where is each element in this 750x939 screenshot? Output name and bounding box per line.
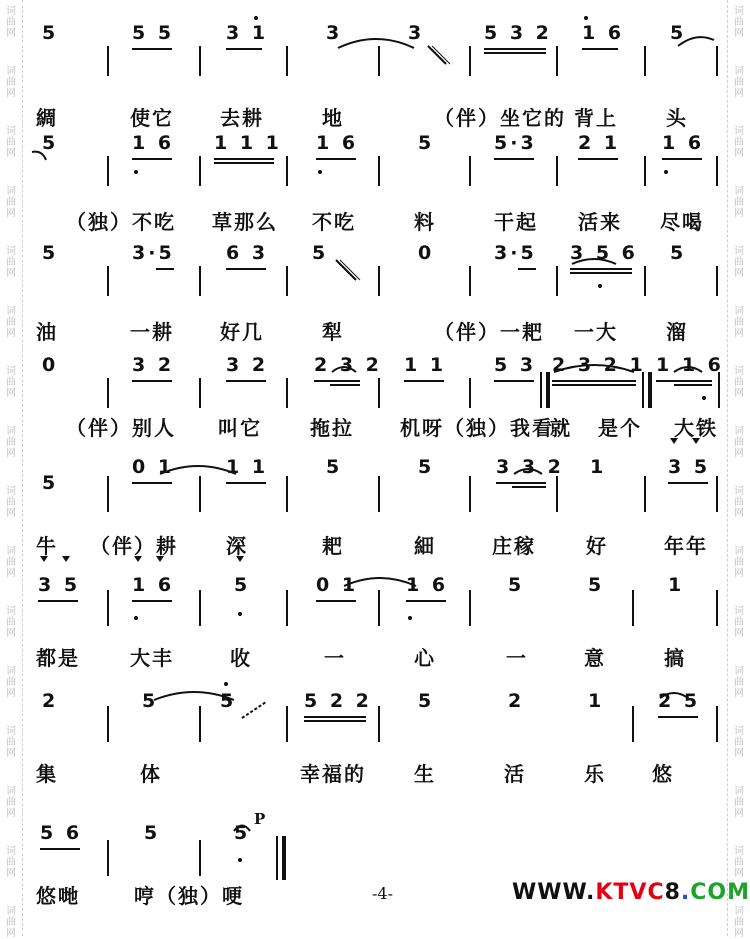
lyric-text: 綢: [36, 106, 58, 130]
tie-arc: [330, 362, 360, 374]
lyric-text: 拖拉: [310, 416, 354, 440]
glissando-mark: [334, 258, 360, 284]
lyric-text: 料: [414, 210, 436, 234]
bar-line: [286, 266, 288, 296]
watermark-text: 词 曲 网: [734, 606, 744, 639]
lyric-text: 細: [414, 534, 436, 558]
bar-line: [286, 378, 288, 408]
lyric-text: 一大: [574, 320, 618, 344]
score-row-6: 3 5 1 6 5 0 1 1 6 5 5 1 都是 大丰 收 一 心 一 意 搞: [22, 568, 728, 678]
bar-line: [469, 476, 471, 512]
lyric-text: （伴）别人: [66, 416, 176, 440]
score-row-2: 5 1 6 1 1 1 1 6 5 5·3 2 1 1 6 （独）不吃 草那么 不吃 料 干起 活来 尽喝: [22, 110, 728, 220]
watermark-text: 词 曲 网: [734, 246, 744, 279]
site-url-segment: .: [680, 880, 691, 905]
bar-line: [716, 706, 718, 742]
tie-arc: [512, 464, 546, 476]
bar-line: [644, 476, 646, 512]
score-row-3: 5 3·5 6 3 5 0 3·5 3 5 6 5 油 一耕 好几 犁 （伴）一耙 一大 溜: [22, 220, 728, 330]
watermark-text: 词 曲 网: [6, 906, 16, 939]
bar-line: [107, 156, 109, 186]
lyric-text: 悠哋: [36, 884, 80, 908]
bar-line: [107, 840, 109, 876]
right-watermark-strip: [727, 0, 750, 939]
watermark-text: 词 曲 网: [734, 186, 744, 219]
watermark-text: 词 曲 网: [734, 306, 744, 339]
lyric-text: 就: [550, 416, 572, 440]
watermark-text: 词 曲 网: [6, 6, 16, 39]
lyric-text: 叫它: [218, 416, 262, 440]
bar-line: [556, 46, 558, 76]
lyric-text: 一: [506, 646, 528, 670]
watermark-text: 词 曲 网: [6, 546, 16, 579]
lyric-text: 一耕: [130, 320, 174, 344]
bar-line: [199, 840, 201, 876]
lyric-text: 大铁: [674, 416, 718, 440]
page-number: -4-: [372, 884, 393, 903]
bar-line: [716, 46, 718, 76]
lyric-text: 活来: [578, 210, 622, 234]
bar-line: [378, 378, 380, 408]
lyric-text: 乐: [584, 762, 606, 786]
lyric-text: 集: [36, 762, 58, 786]
tie-arc: [570, 254, 620, 266]
bar-line: [286, 46, 288, 76]
watermark-text: 词 曲 网: [734, 126, 744, 159]
bar-line: [469, 378, 471, 408]
watermark-text: 词 曲 网: [734, 66, 744, 99]
lyric-text: 庄稼: [492, 534, 536, 558]
bar-line: [286, 706, 288, 742]
lyric-text: （独）不吃: [66, 210, 176, 234]
lyric-text: 好: [586, 534, 608, 558]
lyric-text: 地: [322, 106, 344, 130]
bar-line: [199, 46, 201, 76]
bar-line: [378, 46, 380, 76]
dynamic-mark: P: [254, 810, 266, 828]
tie-arc: [336, 36, 416, 50]
bar-line: [199, 590, 201, 626]
site-url-segment: WWW.: [512, 880, 596, 905]
double-bar-line: [642, 372, 652, 408]
bar-line: [378, 156, 380, 186]
lyric-text: 去耕: [220, 106, 264, 130]
watermark-text: 词 曲 网: [6, 846, 16, 879]
lyric-text: 机呀（独）我看: [400, 416, 554, 440]
bar-line: [286, 156, 288, 186]
lyric-text: 哼（独）哽: [134, 884, 244, 908]
bar-line: [199, 706, 201, 742]
watermark-text: 词 曲 网: [734, 546, 744, 579]
tie-arc: [658, 688, 692, 700]
bar-line: [107, 590, 109, 626]
bar-line: [556, 266, 558, 296]
lyric-text: 使它: [130, 106, 174, 130]
lyric-text: 头: [666, 106, 688, 130]
site-url: [512, 880, 750, 905]
lyric-text: 收: [230, 646, 252, 670]
lyric-text: 搞: [664, 646, 686, 670]
bar-line: [556, 156, 558, 186]
score-row-4: 0 3 2 3 2 2 3 2 1 1 5 3 2 3 2 1 1 1 6 （伴）别人 叫它 拖拉 机呀（独）我看 就 是个 大铁: [42, 354, 724, 440]
tie-arc: [30, 148, 48, 162]
tie-arc: [676, 34, 716, 48]
double-bar-line: [540, 372, 550, 408]
glissando-mark: [240, 700, 268, 720]
bar-line: [469, 46, 471, 76]
lyric-text: 深: [226, 534, 248, 558]
watermark-text: 词 曲 网: [6, 66, 16, 99]
lyric-text: 干起: [494, 210, 538, 234]
lyric-text: 犁: [322, 320, 344, 344]
lyric-text: 活: [504, 762, 526, 786]
watermark-text: 词 曲 网: [6, 186, 16, 219]
watermark-text: 词 曲 网: [6, 306, 16, 339]
lyric-text: 溜: [666, 320, 688, 344]
site-url-segment: COM: [690, 880, 750, 905]
watermark-text: 词 曲 网: [6, 486, 16, 519]
bar-line: [469, 156, 471, 186]
score-row-5: 5 0 1 1 1 5 5 3 3 2 1 3 5 牛 （伴）耕 深 耙 細 庄稼 好 年年: [22, 450, 728, 560]
watermark-text: 词 曲 网: [6, 246, 16, 279]
watermark-text: 词 曲 网: [734, 486, 744, 519]
bar-line: [107, 46, 109, 76]
lyric-text: 不吃: [312, 210, 356, 234]
bar-line: [378, 706, 380, 742]
tie-arc: [672, 362, 706, 374]
bar-line: [716, 156, 718, 186]
lyric-text: 悠: [652, 762, 674, 786]
lyric-text: 大丰: [130, 646, 174, 670]
bar-line: [107, 476, 109, 512]
bar-line: [718, 372, 720, 408]
bar-line: [286, 590, 288, 626]
lyric-text: 生: [414, 762, 436, 786]
score-row-1: 5 5 5 3 1 3 3 5 3 2 1 6 5 綢 使它 去耕 地 （伴）坐它的 背上 头: [22, 0, 728, 110]
score-row-8: 5 6 5 5 P 悠哋 哼（独）哽: [22, 816, 728, 926]
lyric-text: （伴）坐它的: [434, 106, 566, 130]
watermark-text: 词 曲 网: [734, 846, 744, 879]
watermark-text: 词 曲 网: [734, 6, 744, 39]
score-row-7: 2 5 5 5 2 2 5 2 1 2 5 集 体 幸福的 生 活 乐 悠: [22, 684, 728, 794]
site-url-segment: KTVC: [595, 880, 665, 905]
watermark-text: 词 曲 网: [6, 726, 16, 759]
bar-line: [716, 590, 718, 626]
lyric-text: 草那么: [212, 210, 278, 234]
lyric-text: 幸福的: [300, 762, 366, 786]
bar-line: [378, 266, 380, 296]
lyric-text: 都是: [36, 646, 80, 670]
glissando-mark: [426, 44, 450, 68]
bar-line: [378, 476, 380, 512]
watermark-text: 词 曲 网: [6, 366, 16, 399]
lyric-text: 是个: [598, 416, 642, 440]
lyric-text: 油: [36, 320, 58, 344]
lyric-text: 牛: [36, 534, 58, 558]
bar-line: [716, 266, 718, 296]
bar-line: [716, 476, 718, 512]
watermark-text: 词 曲 网: [734, 726, 744, 759]
site-url-segment: 8: [664, 880, 681, 905]
lyric-text: 一: [324, 646, 346, 670]
bar-line: [632, 590, 634, 626]
bar-line: [644, 156, 646, 186]
bar-line: [469, 266, 471, 296]
lyric-text: （伴）一耙: [434, 320, 544, 344]
watermark-text: 词 曲 网: [6, 666, 16, 699]
bar-line: [107, 706, 109, 742]
watermark-text: 词 曲 网: [734, 426, 744, 459]
bar-line: [469, 590, 471, 626]
lyric-text: （伴）耕: [90, 534, 178, 558]
bar-line: [286, 476, 288, 512]
bar-line: [378, 590, 380, 626]
bar-line: [644, 46, 646, 76]
final-bar-line: [276, 836, 286, 880]
watermark-text: 词 曲 网: [6, 426, 16, 459]
watermark-text: 词 曲 网: [734, 906, 744, 939]
lyric-text: 心: [414, 646, 436, 670]
watermark-text: 词 曲 网: [6, 786, 16, 819]
lyric-text: 体: [140, 762, 162, 786]
watermark-text: 词 曲 网: [6, 126, 16, 159]
lyric-text: 尽喝: [660, 210, 704, 234]
left-watermark-strip: [0, 0, 23, 939]
watermark-text: 词 曲 网: [6, 606, 16, 639]
lyric-text: 背上: [574, 106, 618, 130]
watermark-text: 词 曲 网: [734, 786, 744, 819]
watermark-text: 词 曲 网: [734, 666, 744, 699]
lyric-text: 意: [584, 646, 606, 670]
lyric-text: 年年: [664, 534, 708, 558]
bar-line: [644, 266, 646, 296]
tie-arc: [552, 362, 636, 374]
bar-line: [632, 706, 634, 742]
bar-line: [199, 156, 201, 186]
lyric-text: 好几: [220, 320, 264, 344]
bar-line: [107, 378, 109, 408]
watermark-text: 词 曲 网: [734, 366, 744, 399]
bar-line: [199, 266, 201, 296]
bar-line: [199, 476, 201, 512]
bar-line: [199, 378, 201, 408]
lyric-text: 耙: [322, 534, 344, 558]
bar-line: [107, 266, 109, 296]
bar-line: [556, 476, 558, 512]
fermata-arc: [232, 822, 252, 832]
